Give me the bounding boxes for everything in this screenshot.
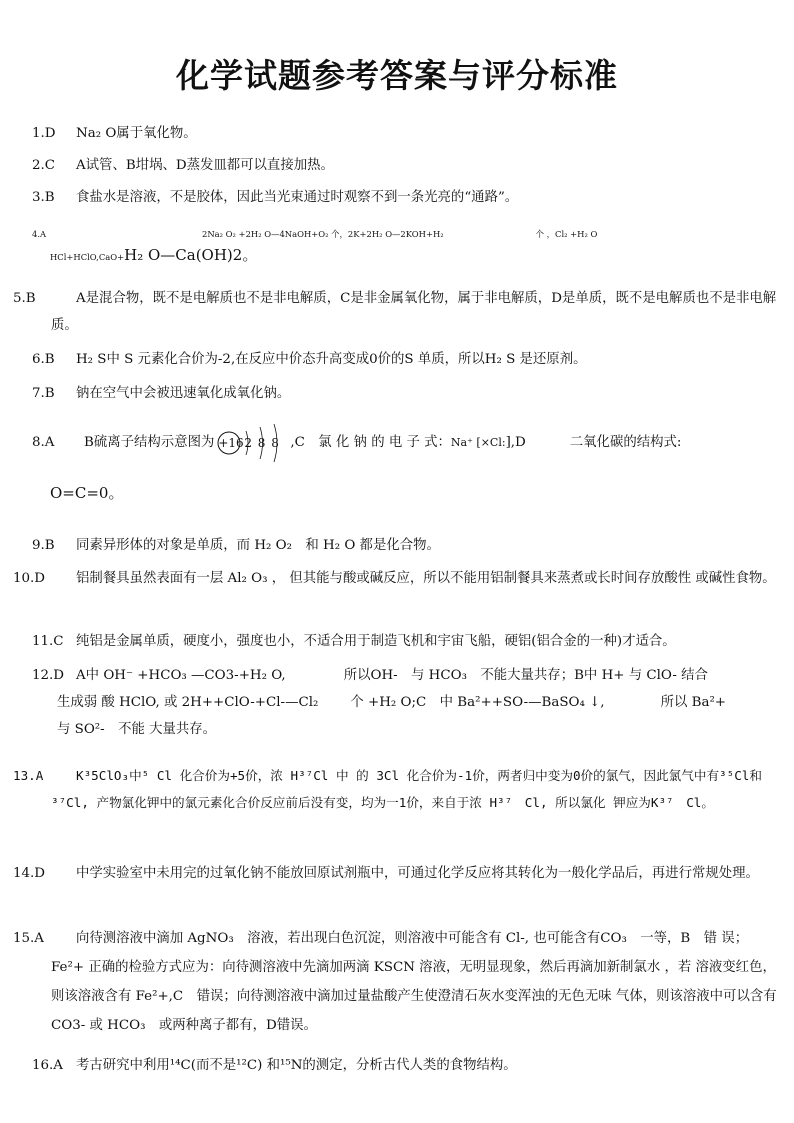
co2-structural-formula: O=C=0。 (50, 484, 124, 502)
sodium-ion-label: Na⁺ [ (450, 436, 481, 449)
nucleus-charge: +16 (218, 435, 244, 450)
answer-number: 14.D (13, 866, 46, 881)
answer-number: 10.D (13, 571, 46, 586)
answer-number: 1.D (32, 126, 56, 141)
answer-item-2 (32, 152, 762, 179)
answer-text: 铝制餐具虽然表面有一层 Al₂ O₃ ， 但其能与酸或碱反应，所以不能用铝制餐具来蒸煮或长时间存放酸性 或碱性食物。 (76, 571, 776, 586)
answer-number: 7.B (32, 386, 55, 401)
answer-number: 13.A (13, 768, 44, 783)
answer-number: 5.B (13, 291, 36, 306)
answer-text: 向待测溶液中滴加 AgNO₃ 溶液，若出现白色沉淀，则溶液中可能含有 Cl-, 也可能含有CO₃ 一等，B 错 误；Fe²+ 正确的检验方式应为：向待测溶液中先滴加两滴 KSCN 溶液，无明显现象，然后再滴加新制氯水 ，若 溶液变红色，则该溶液含有 Fe²+,C 错误；向待测溶液中滴加过量盐酸产生使澄清石灰水变浑浊的无色无味 气体，则该溶液中可以含有CO3- 或 HCO₃ 或两种离子都有，D错误。 (51, 931, 777, 1033)
answer-item-10 (13, 565, 781, 592)
chloride-ion-label: ×Cl: (480, 436, 506, 449)
answer-text: Na₂ O属于氧化物。 (76, 126, 197, 141)
answer-text: A试管、B坩埚、D蒸发皿都可以直接加热。 (76, 158, 334, 173)
answer-number: 3.B (32, 190, 55, 205)
answer-text-part3: ],D (505, 435, 526, 450)
answer-text-line2b: H₂ O—Ca(OH)2。 (124, 246, 258, 264)
answer-text-part2: ,C 氯 化 钠 的 电 子 式： (290, 435, 451, 450)
answer-number: 9.B (32, 538, 55, 553)
answer-item-5 (13, 285, 781, 339)
answer-item-16 (32, 1052, 762, 1079)
answer-item-1 (32, 120, 762, 147)
answer-text-l2b: 个 +H₂ O;C 中 Ba²++SO-—BaSO₄ ↓, (350, 695, 605, 710)
answer-text-line2a: HCl+HClO,CaO+ (50, 252, 125, 262)
answer-text-l1b: 所以OH- 与 HCO₃ 不能大量共存；B中 H+ 与 ClO- 结合 (343, 668, 708, 683)
answer-item-3 (32, 184, 762, 211)
answer-text: H₂ S中 S 元素化合价为-2,在反应中价态升高变成0价的S 单质，所以H₂ S 是还原剂。 (76, 352, 587, 367)
answer-number: 8.A (32, 435, 55, 450)
answer-text-part4: 二氧化碳的结构式: (569, 435, 682, 450)
answer-number: 15.A (13, 931, 44, 946)
electron-shells: 2 8 8 (244, 435, 280, 450)
answer-item-12 (32, 662, 762, 689)
sodium-chloride-electron-formula (451, 420, 506, 465)
answer-text-line1: 2Na₂ O₂ +2H₂ O—4NaOH+O₂ 个，2K+2H₂ O—2KOH+H₂ (202, 229, 444, 239)
answer-number: 4.A (32, 229, 47, 239)
answer-item-4 (32, 227, 762, 241)
answer-item-12-cont2 (57, 716, 787, 743)
answer-item-11 (32, 628, 762, 655)
answer-item-9 (32, 532, 762, 559)
answer-text: 同素异形体的对象是单质，而 H₂ O₂ 和 H₂ O 都是化合物。 (76, 538, 440, 553)
answer-number: 11.C (32, 634, 64, 649)
answer-text: 考古研究中利用¹⁴C(而不是¹²C) 和¹⁵N的测定，分析古代人类的食物结构。 (76, 1058, 517, 1073)
answer-item-8-cont (50, 480, 780, 507)
sulfide-ion-structure-diagram (216, 421, 288, 465)
answer-text-l1a: A中 OH⁻ +HCO₃ —CO3-+H₂ O, (76, 668, 286, 683)
answer-text: 中学实验室中未用完的过氧化钠不能放回原试剂瓶中，可通过化学反应将其转化为一般化学品后，再进行常规处理。 (76, 866, 759, 881)
answer-item-12-cont (57, 689, 767, 716)
answer-item-8 (32, 420, 762, 465)
answer-item-13 (13, 762, 781, 816)
page-title: 化学试题参考答案与评分标准 (176, 56, 618, 95)
answer-text: A是混合物，既不是电解质也不是非电解质，C是非金属氧化物，属于非电解质，D是单质，既不是电解质也不是非电解质。 (51, 291, 777, 333)
answer-number: 16.A (32, 1058, 63, 1073)
answer-number: 6.B (32, 352, 55, 367)
answer-text-l3: 与 SO²- 不能 大量共存。 (57, 722, 217, 737)
answer-number: 2.C (32, 158, 56, 173)
answer-text-part1: B硫离子结构示意图为 (84, 435, 215, 450)
answer-text-l2a: 生成弱 酸 HClO, 或 2H++ClO-+Cl-—Cl₂ (57, 695, 319, 710)
answer-item-14 (13, 860, 781, 887)
answer-number: 12.D (32, 668, 65, 683)
answer-item-7 (32, 380, 762, 407)
answer-item-4-cont (50, 242, 750, 270)
answer-item-15 (13, 924, 781, 1040)
answer-text: 纯铝是金属单质，硬度小，强度也小，不适合用于制造飞机和宇宙飞船，硬铝(铝合金的一种)才适合。 (76, 634, 676, 649)
answer-item-6 (32, 346, 762, 373)
answer-text: K³5ClO₃中⁵ Cl 化合价为+5价，浓 H³⁷Cl 中 的 3Cl 化合价为-1价，两者归中变为0价的氯气，因此氯气中有³⁵Cl和³⁷Cl, 产物氯化钾中的氯元素化合价反应前后没有变，均为一1价，来自于浓 H³⁷ Cl, 所以氯化 钾应为K³⁷ Cl。 (51, 768, 762, 810)
answer-text: 钠在空气中会被迅速氧化成氧化钠。 (76, 386, 291, 401)
answer-text-l2c: 所以 Ba²+ (660, 695, 727, 710)
answer-text: 食盐水是溶液，不是胶体，因此当光束通过时观察不到一条光亮的“通路”。 (76, 190, 519, 205)
answer-text-line1b: 个 ，Cl₂ +H₂ O (535, 229, 598, 239)
